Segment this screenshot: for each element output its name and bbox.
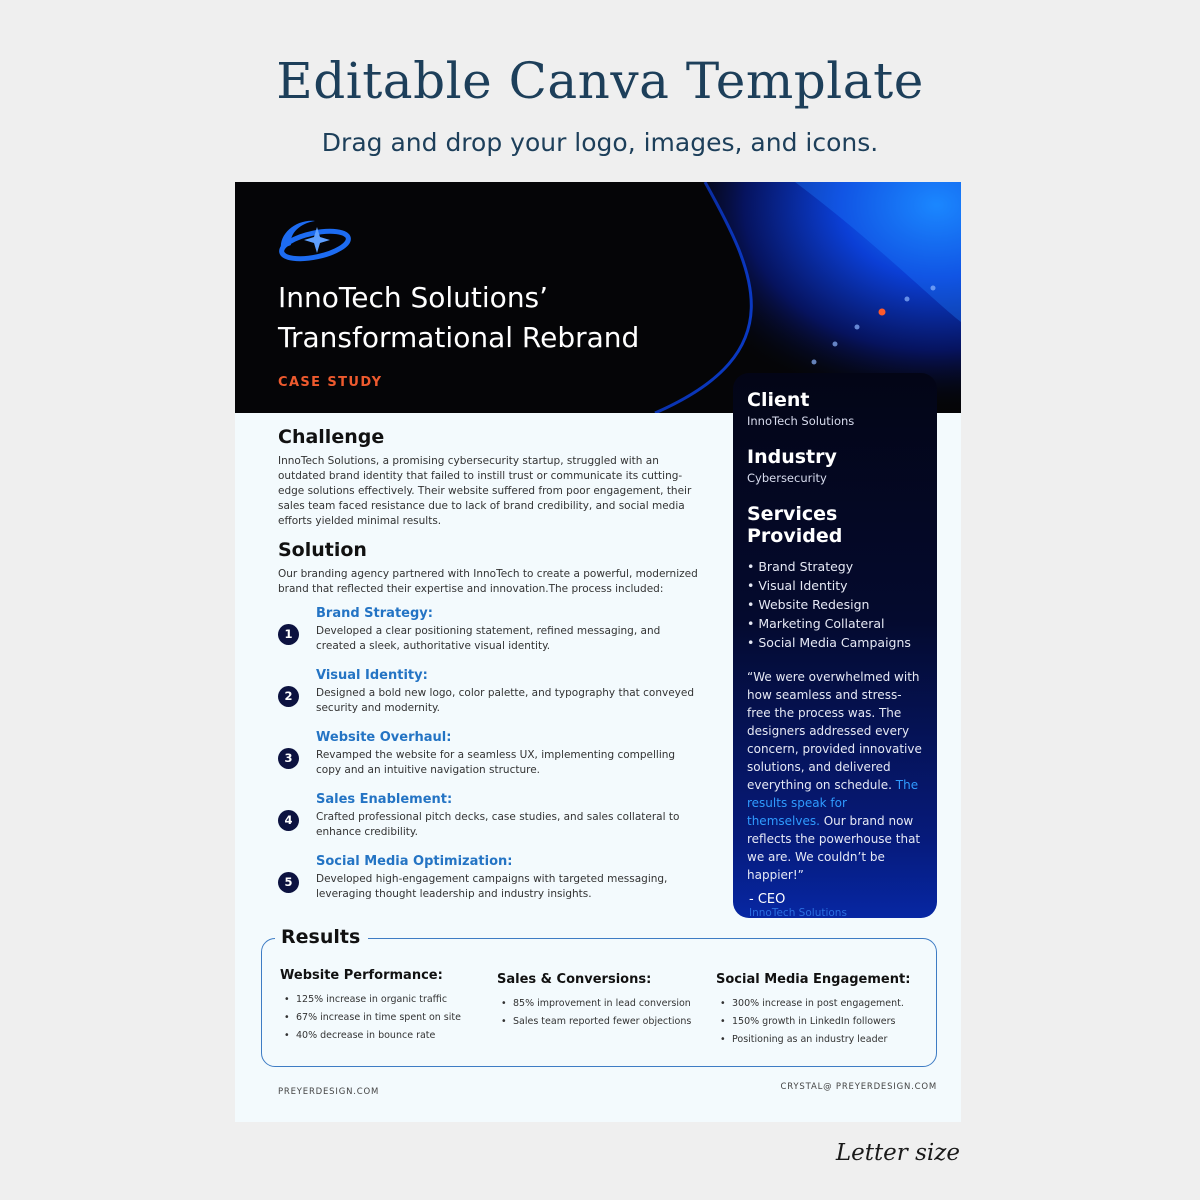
step-number-badge: 2 xyxy=(278,686,299,707)
step-title: Social Media Optimization: xyxy=(316,854,513,869)
step-title: Sales Enablement: xyxy=(316,792,453,807)
promo-title: Editable Canva Template xyxy=(276,52,924,110)
solution-steps xyxy=(278,606,698,916)
step-item xyxy=(278,792,698,854)
quote-text-end: Our brand now reflects the powerhouse that we are. We couldn’t be happier!” xyxy=(747,814,921,882)
challenge-heading: Challenge xyxy=(278,426,385,448)
step-item xyxy=(278,854,698,916)
step-number-badge: 5 xyxy=(278,872,299,893)
result-item: • 125% increase in organic traffic xyxy=(280,991,480,1009)
result-item: • 150% growth in LinkedIn followers xyxy=(716,1013,926,1031)
results-column-title: Sales & Conversions: xyxy=(497,972,652,987)
hero-title xyxy=(278,278,718,358)
quote-highlight: The results speak for themselves. xyxy=(747,778,919,828)
result-item: • 40% decrease in bounce rate xyxy=(280,1027,480,1045)
service-item: • Brand Strategy xyxy=(747,557,923,576)
testimonial-quote xyxy=(747,668,923,884)
services-heading: Services Provided xyxy=(747,503,843,547)
solution-text: Our branding agency partnered with InnoTech to create a powerful, modernized brand that reflected their expertise and innovation.The process included: xyxy=(278,568,698,595)
service-item: • Marketing Collateral xyxy=(747,614,923,633)
result-item: • Sales team reported fewer objections xyxy=(497,1013,707,1031)
services-list xyxy=(747,557,923,652)
challenge-section xyxy=(278,426,698,529)
results-column-title: Website Performance: xyxy=(280,968,443,983)
client-sidebar xyxy=(733,373,937,918)
step-description: Developed high-engagement campaigns with targeted messaging, leveraging thought leadership and industry insights. xyxy=(316,873,668,900)
footer-website: PREYERDESIGN.COM xyxy=(278,1087,380,1097)
step-description: Crafted professional pitch decks, case studies, and sales collateral to enhance credibility. xyxy=(316,811,680,838)
service-item: • Website Redesign xyxy=(747,595,923,614)
service-item: • Social Media Campaigns xyxy=(747,633,923,652)
letter-size-label: Letter size xyxy=(835,1140,960,1166)
footer-email: CRYSTAL@ PREYERDESIGN.COM xyxy=(780,1082,937,1092)
result-item: • 300% increase in post engagement. xyxy=(716,995,926,1013)
step-item xyxy=(278,668,698,730)
step-number-badge: 1 xyxy=(278,624,299,645)
results-column-sales xyxy=(497,972,707,1031)
step-description: Designed a bold new logo, color palette, and typography that conveyed security and modernity. xyxy=(316,687,695,714)
case-study-label: CASE STUDY xyxy=(278,375,383,390)
results-column-website xyxy=(280,968,480,1045)
client-heading: Client xyxy=(747,389,810,411)
result-item: • 67% increase in time spent on site xyxy=(280,1009,480,1027)
quote-text-start: “We were overwhelmed with how seamless and stress-free the process was. The designers addressed every concern, provided innovative solutions, and delivered everything on schedule. xyxy=(747,670,922,792)
results-heading: Results xyxy=(275,926,368,948)
industry-heading: Industry xyxy=(747,446,837,468)
quote-author: - CEO xyxy=(749,892,786,907)
solution-section xyxy=(278,539,698,597)
quote-author-company: InnoTech Solutions xyxy=(749,907,847,919)
industry-value: Cybersecurity xyxy=(747,471,827,485)
service-item: • Visual Identity xyxy=(747,576,923,595)
result-item: • 85% improvement in lead conversion xyxy=(497,995,707,1013)
case-study-sheet xyxy=(235,182,961,1122)
step-description: Developed a clear positioning statement, refined messaging, and created a sleek, authoritative visual identity. xyxy=(316,625,661,652)
step-title: Brand Strategy: xyxy=(316,606,433,621)
results-column-title: Social Media Engagement: xyxy=(716,972,911,987)
client-value: InnoTech Solutions xyxy=(747,414,855,428)
promo-subtitle: Drag and drop your logo, images, and icons. xyxy=(321,128,879,157)
step-number-badge: 4 xyxy=(278,810,299,831)
step-number-badge: 3 xyxy=(278,748,299,769)
hero-title-line-1: InnoTech Solutions’ xyxy=(278,281,549,314)
step-item xyxy=(278,606,698,668)
result-item: • Positioning as an industry leader xyxy=(716,1031,926,1049)
step-description: Revamped the website for a seamless UX, implementing compelling copy and an intuitive navigation structure. xyxy=(316,749,676,776)
solution-heading: Solution xyxy=(278,539,367,561)
results-column-social xyxy=(716,972,926,1049)
challenge-text: InnoTech Solutions, a promising cybersecurity startup, struggled with an outdated brand identity that failed to instill trust or communicate its cutting-edge solutions effectively. Their website suffered from poor engagement, their sales team faced resistance due to lack of brand credibility, and social media efforts yielded minimal results. xyxy=(278,455,692,527)
step-title: Website Overhaul: xyxy=(316,730,452,745)
hero-title-line-2: Transformational Rebrand xyxy=(278,321,640,354)
step-title: Visual Identity: xyxy=(316,668,428,683)
orbit-star-icon xyxy=(275,215,351,263)
step-item xyxy=(278,730,698,792)
